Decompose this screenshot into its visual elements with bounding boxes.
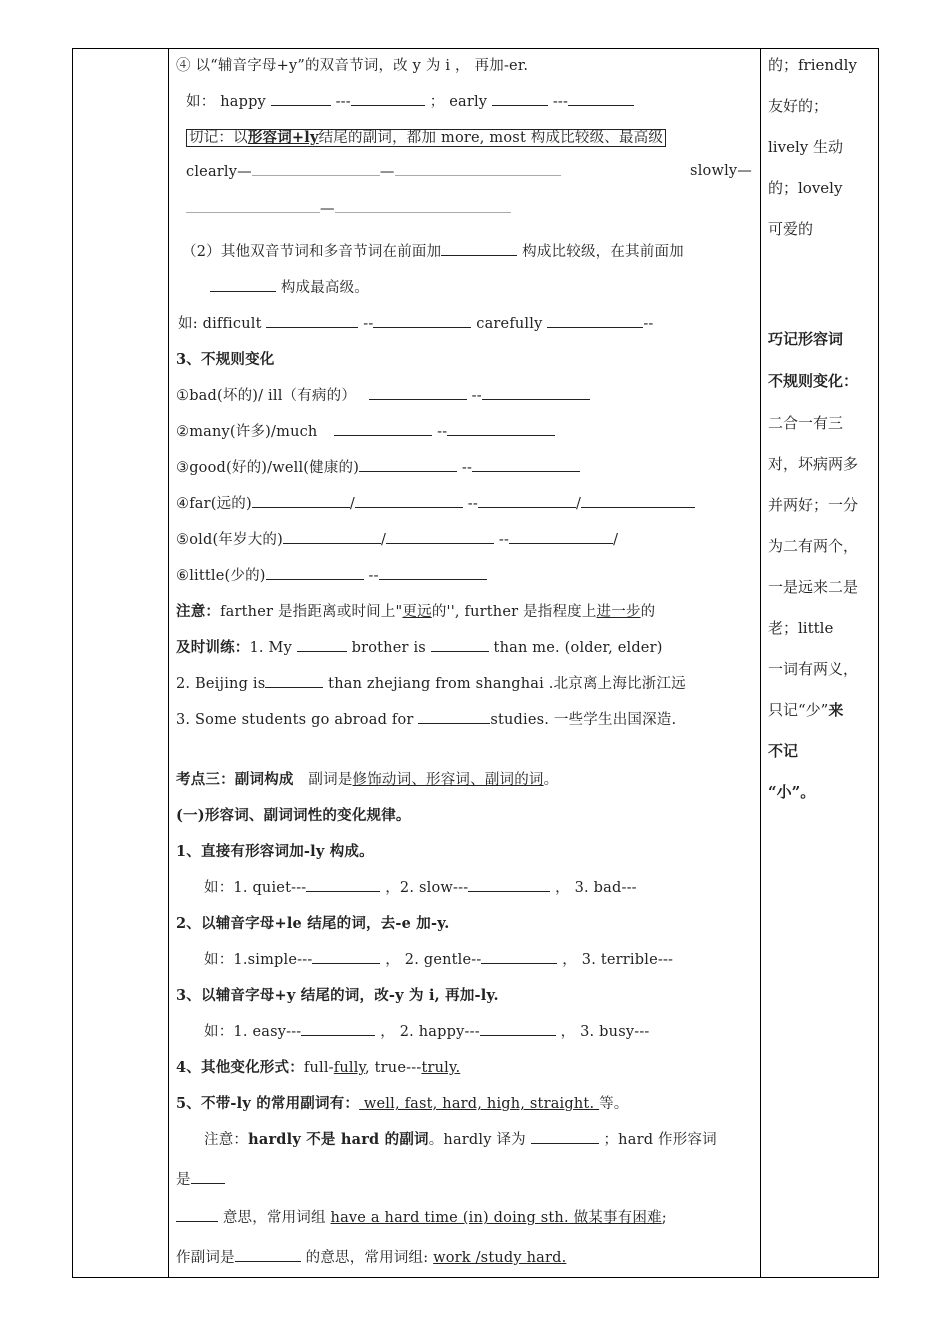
heading-irregular: 3、不规则变化 xyxy=(176,351,275,368)
blank[interactable] xyxy=(335,200,511,213)
blank[interactable] xyxy=(480,1021,556,1036)
blank[interactable] xyxy=(468,877,550,892)
side-line: 的；lovely xyxy=(768,179,843,197)
blank[interactable] xyxy=(312,949,380,964)
section-adverb-formation: 考点三：副词构成 副词是修饰动词、形容词、副词的词。 xyxy=(176,771,559,788)
column-divider-right xyxy=(760,48,761,1278)
blank[interactable] xyxy=(509,529,613,544)
blank[interactable] xyxy=(492,91,548,106)
blank[interactable] xyxy=(235,1247,301,1262)
column-divider-left xyxy=(168,48,169,1278)
example-happy: 如： happy --- ； early --- xyxy=(186,90,634,111)
blank[interactable] xyxy=(379,565,487,580)
blank[interactable] xyxy=(386,529,494,544)
blank[interactable] xyxy=(283,529,381,544)
exercise-3: 3. Some students go abroad for studies. 一些学生出国深造. xyxy=(176,708,676,729)
side-line: 只记“少”来 xyxy=(768,701,844,719)
side-line: 对，坏病两多 xyxy=(768,455,859,473)
blank[interactable] xyxy=(447,421,555,436)
example-y: 如：1. easy--- ， 2. happy--- ， 3. busy--- xyxy=(204,1020,650,1041)
blank[interactable] xyxy=(210,277,276,292)
example-slowly-blanks: — xyxy=(186,200,511,217)
blank[interactable] xyxy=(306,877,380,892)
blank[interactable] xyxy=(301,1021,375,1036)
side-line: 的；friendly xyxy=(768,56,857,74)
side-line: 一是远来二是 xyxy=(768,578,859,596)
blank[interactable] xyxy=(369,385,467,400)
irregular-good: ③good(好的)/well(健康的) -- xyxy=(176,456,580,477)
rule-4: ④ 以“辅音字母+y”的双音节词，改 y 为 i ， 再加-er. xyxy=(176,58,529,74)
remember-box: 切记：以形容词+ly结尾的副词，都加 more, most 构成比较级、最高级 xyxy=(186,126,666,147)
irregular-old: ⑤old(年岁大的) / -- / xyxy=(176,528,618,549)
note-farther: 注意：farther 是指距离或时间上"更远的'', further 是指程度上进一步的 xyxy=(176,603,656,620)
example-clearly: clearly— — slowly— xyxy=(186,163,752,180)
side-line: 一词有两义， xyxy=(768,660,859,678)
blank[interactable] xyxy=(478,493,576,508)
side-line: “小”。 xyxy=(768,783,816,801)
note-hardly: 注意：hardly 不是 hard 的副词。hardly 译为 ；hard 作形容词 xyxy=(204,1131,717,1148)
rule-ly: 1、直接有形容词加-ly 构成。 xyxy=(176,843,374,860)
side-line: 二合一有三 xyxy=(768,414,844,432)
blank[interactable] xyxy=(531,1129,599,1144)
rule-other: 4、其他变化形式：full-fully, true---truly. xyxy=(176,1059,461,1076)
example-le: 如：1.simple--- ， 2. gentle-- ， 3. terrible--- xyxy=(204,948,673,969)
side-line: 并两好；一分 xyxy=(768,496,859,514)
blank[interactable] xyxy=(176,1207,218,1222)
blank[interactable] xyxy=(472,457,580,472)
side-line: lively 生动 xyxy=(768,138,843,156)
blank[interactable] xyxy=(186,200,320,213)
blank[interactable] xyxy=(297,637,347,652)
side-title: 不规则变化： xyxy=(768,372,859,390)
blank[interactable] xyxy=(334,421,432,436)
blank[interactable] xyxy=(252,493,350,508)
rule-polysyllabic: （2）其他双音节词和多音节词在前面加 构成比较级，在其前面加 xyxy=(182,240,684,261)
blank[interactable] xyxy=(266,313,358,328)
blank[interactable] xyxy=(481,949,557,964)
rule-no-ly: 5、不带-ly 的常用副词有： well, fast, hard, high, straight. 等。 xyxy=(176,1095,629,1112)
irregular-far: ④far(远的) / -- / xyxy=(176,492,695,513)
irregular-bad: ①bad(坏的)/ ill（有病的） -- xyxy=(176,384,590,405)
side-line: 不记 xyxy=(768,742,799,760)
blank[interactable] xyxy=(355,493,463,508)
blank[interactable] xyxy=(547,313,643,328)
blank[interactable] xyxy=(252,163,380,176)
blank[interactable] xyxy=(581,493,695,508)
blank[interactable] xyxy=(191,1169,225,1184)
blank[interactable] xyxy=(568,91,634,106)
side-title: 巧记形容词 xyxy=(768,330,844,348)
rule-polysyllabic-2: 构成最高级。 xyxy=(210,276,369,297)
blank[interactable] xyxy=(418,709,490,724)
side-line: 老；little xyxy=(768,619,834,637)
note-hardly-2: 是 xyxy=(176,1168,225,1189)
blank[interactable] xyxy=(271,91,331,106)
side-line: 友好的； xyxy=(768,97,829,115)
note-hard-time: 意思，常用词组 have a hard time (in) doing sth. 做某事有困难; xyxy=(176,1206,667,1227)
side-line: 可爱的 xyxy=(768,220,814,238)
blank[interactable] xyxy=(431,637,489,652)
rule-le: 2、以辅音字母+le 结尾的词，去-e 加-y. xyxy=(176,915,450,932)
blank[interactable] xyxy=(395,163,561,176)
blank[interactable] xyxy=(351,91,425,106)
blank[interactable] xyxy=(441,241,517,256)
side-line: 为二有两个， xyxy=(768,537,859,555)
irregular-little: ⑥little(少的) -- xyxy=(176,564,487,585)
exercise-1: 及时训练：1. My brother is than me. (older, elder) xyxy=(176,639,663,656)
note-adverb-hard: 作副词是 的意思，常用词组: work /study hard. xyxy=(176,1246,566,1267)
blank[interactable] xyxy=(373,313,471,328)
example-difficult: 如: difficult -- carefully -- xyxy=(178,312,654,333)
rule-y: 3、以辅音字母+y 结尾的词，改-y 为 i, 再加-ly. xyxy=(176,987,499,1004)
subheading-1: (一)形容词、副词词性的变化规律。 xyxy=(176,807,411,824)
irregular-many: ②many(许多)/much -- xyxy=(176,420,555,441)
blank[interactable] xyxy=(359,457,457,472)
blank[interactable] xyxy=(265,673,323,688)
blank[interactable] xyxy=(482,385,590,400)
exercise-2: 2. Beijing is than zhejiang from shanghai .北京离上海比浙江远 xyxy=(176,672,686,693)
example-ly: 如：1. quiet--- ，2. slow--- ， 3. bad--- xyxy=(204,876,637,897)
blank[interactable] xyxy=(266,565,364,580)
